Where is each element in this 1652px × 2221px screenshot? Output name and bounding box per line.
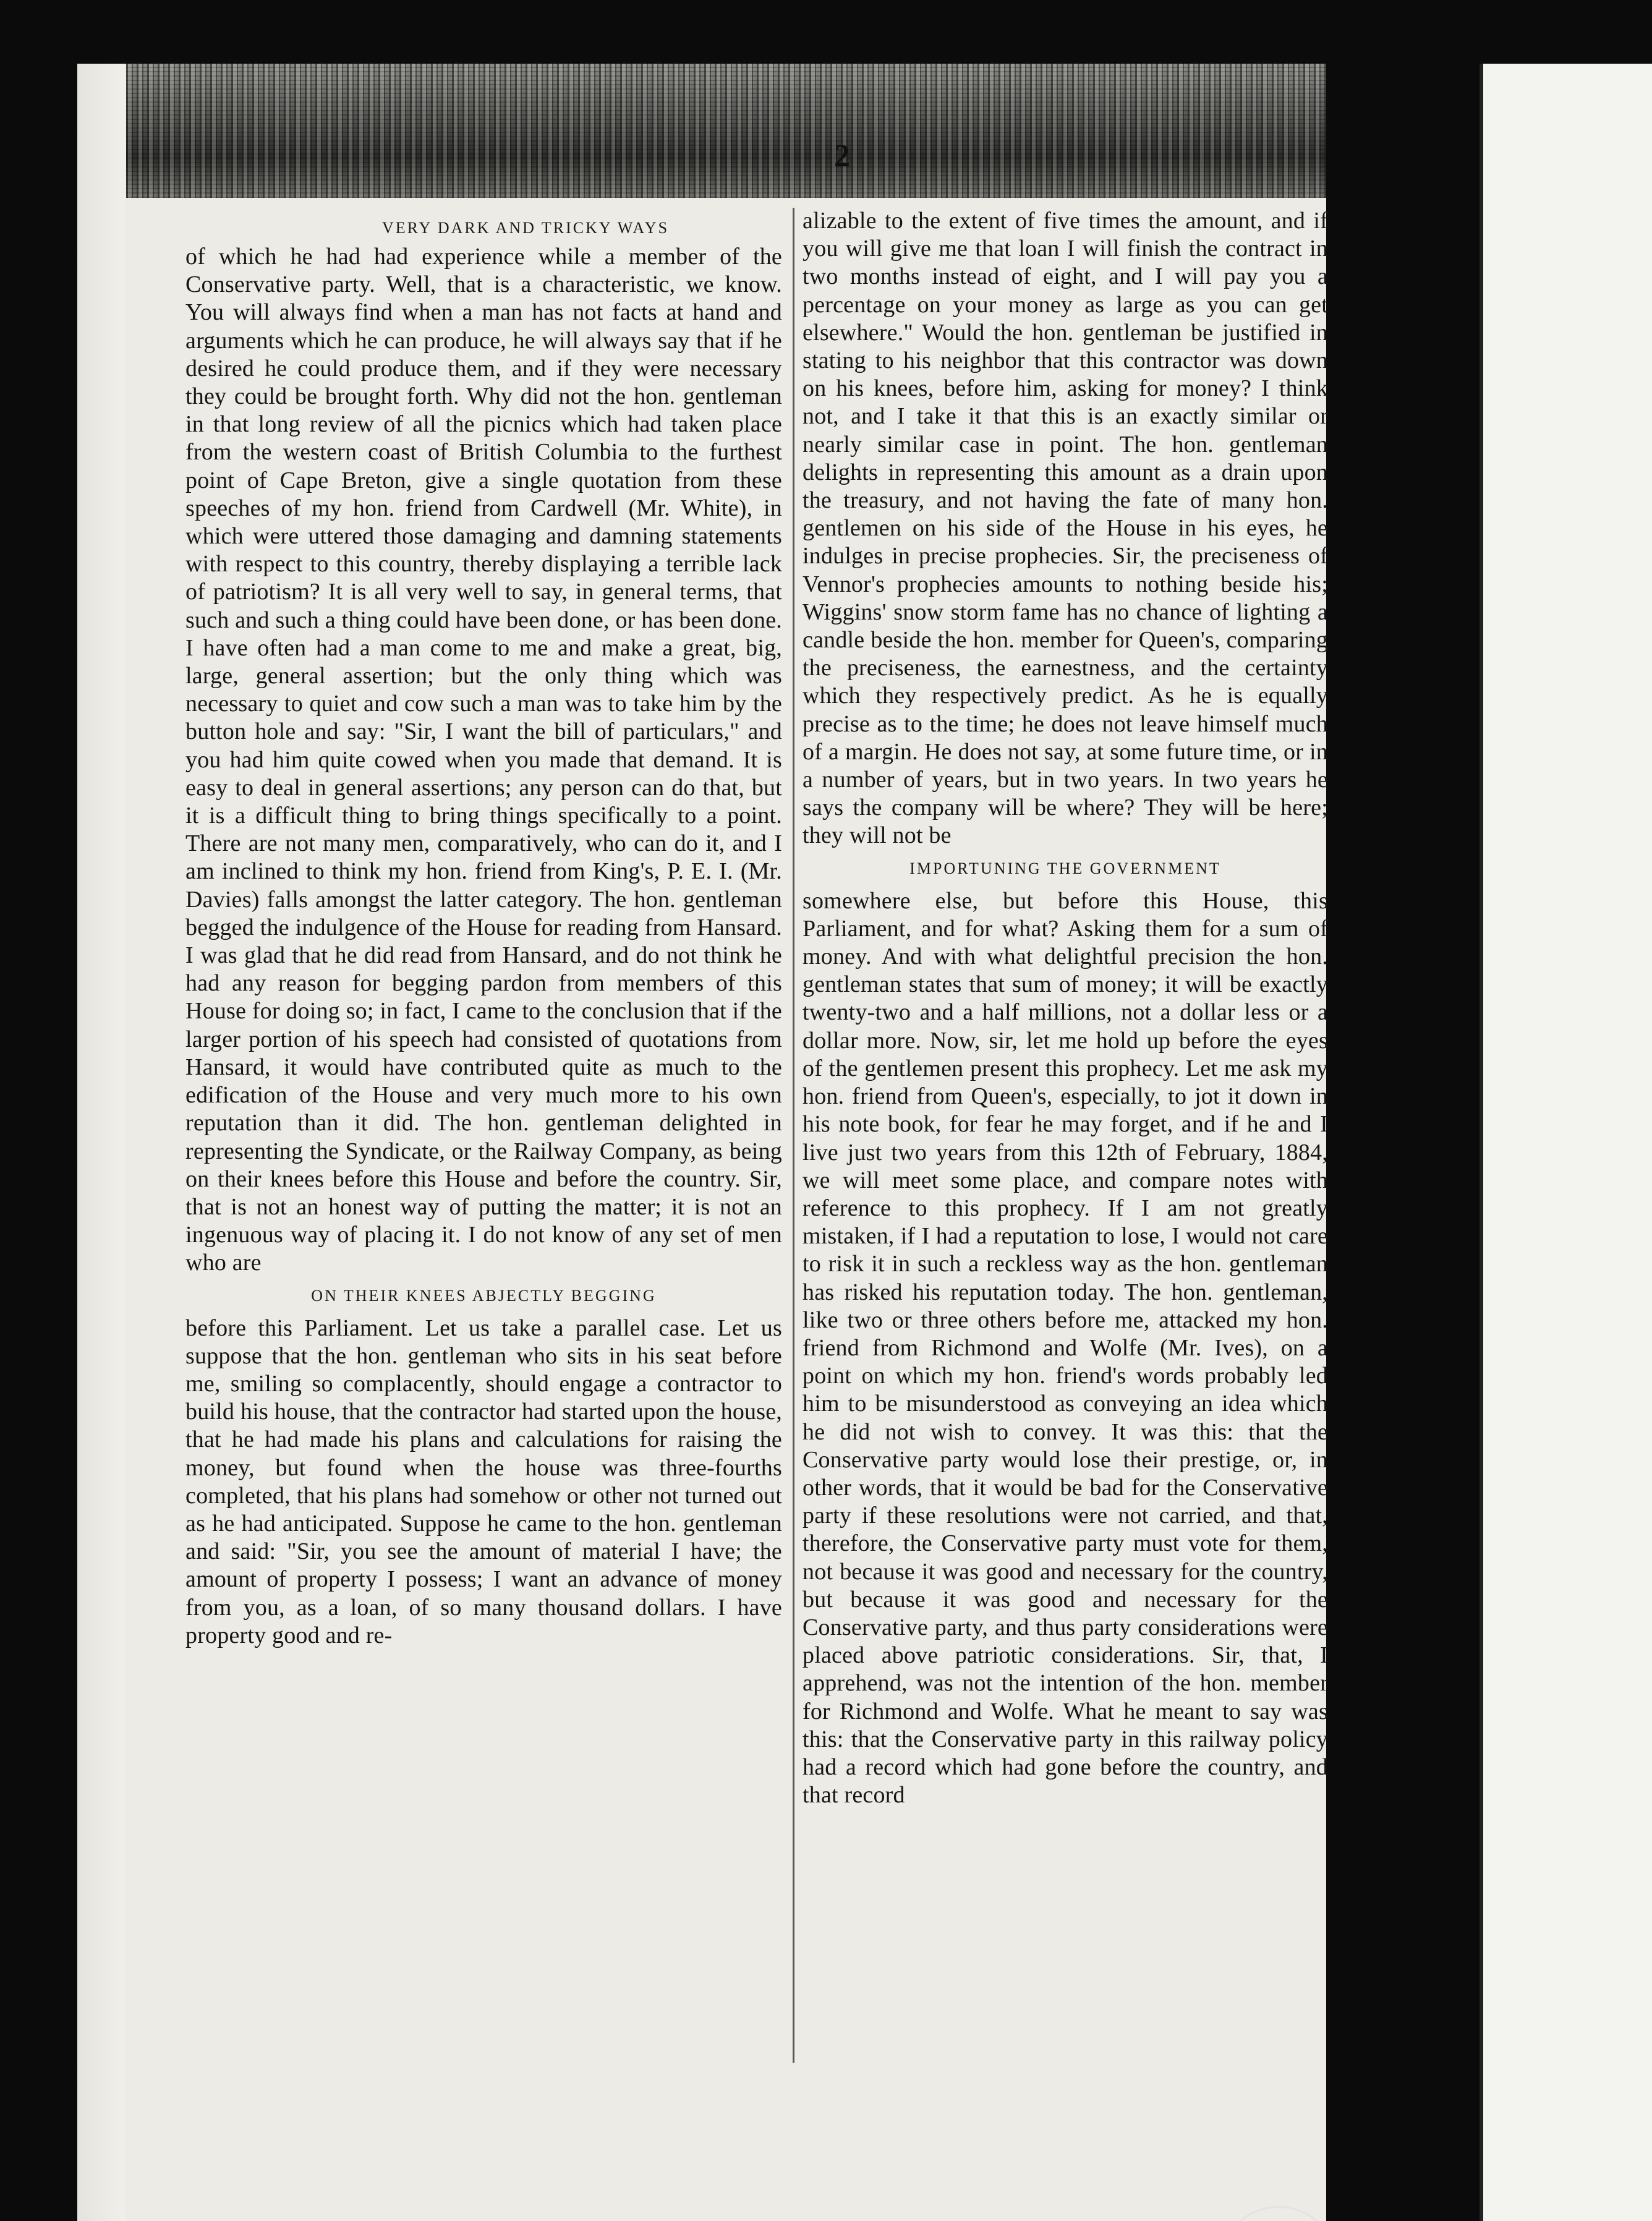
scan-artifact: [1230, 2206, 1326, 2221]
right-paragraph-2: somewhere else, but before this House, this Parliament, and for what? Asking them for a sum of money. And with what delightful precision the hon. gentleman states that sum of money; it will be exactly twenty-two and a half millions, not a dollar less or a dollar more. Now, sir, let me hold up before the eyes of the gentlemen present this prophecy. Let me ask my hon. friend from Queen's, especially, to jot it down in his note book, for fear he may forget, and if he and I live just two years from this 12th of February, 1884, we will meet some place, and compare notes with reference to this prophecy. If I am not greatly mistaken, if I had a reputation to lose, I would not care to risk it in such a reckless way as the hon. gentleman has risked his reputation today. The hon. gentleman, like two or three others before me, attacked my hon. friend from Richmond and Wolfe (Mr. Ives), on a point on which my hon. friend's words probably led him to be misunderstood as conveying an idea which he did not wish to convey. It was this: that the Conservative party would lose their prestige, or, in other words, that it would be bad for the Conservative party if these resolutions were not carried, and that, therefore, the Conservative party must vote for them, not because it was good and necessary for the country, but because it was good and necessary for the Conservative party, and thus party considerations were placed above patriotic considerations. Sir, that, I apprehend, was not the intention of the hon. member for Richmond and Wolfe. What he meant to say was this: that the Conservative party in this railway policy had a record which had gone before the country, and that record: [803, 887, 1328, 1809]
page-number: 2: [834, 139, 850, 174]
left-paragraph-1: of which he had had experience while a member of the Conservative party. Well, that is a characteristic, we know. You will always find when a man has not facts at hand and arguments which he can produce, he will always say that if he desired he could produce them, and if they were necessary they could be brought forth. Why did not the hon. gentleman in that long review of all the picnics which had taken place from the western coast of British Columbia to the furthest point of Cape Breton, give a single quotation from these speeches of my hon. friend from Cardwell (Mr. White), in which were uttered those damaging and damning statements with respect to this country, thereby displaying a terrible lack of patriotism? It is all very well to say, in general terms, that such and such a thing could have been done, or has been done. I have often had a man come to me and make a great, big, large, general assertion; but the only thing which was necessary to quiet and cow such a man was to take him by the button hole and say: "Sir, I want the bill of particulars," and you had him quite cowed when you made that demand. It is easy to deal in general assertions; any person can do that, but it is a difficult thing to bring things specifically to a point. There are not many men, comparatively, who can do it, and I am inclined to think my hon. friend from King's, P. E. I. (Mr. Davies) falls amongst the latter category. The hon. gentleman begged the indulgence of the House for reading from Hansard. I was glad that he did read from Hansard, and do not think he had any reason for begging pardon from members of this House for doing so; in fact, I came to the conclusion that if the larger portion of his speech had consisted of quotations from Hansard, it would have contributed quite as much to the edification of the House and very much more to his own reputation than it did. The hon. gentleman delighted in representing the Syndicate, or the Railway Company, as being on their knees before this House and before the country. Sir, that is not an honest way of putting the matter; it is not an ingenuous way of placing it. I do not know of any set of men who are: [185, 244, 782, 1276]
heading-top: VERY DARK AND TRICKY WAYS: [381, 219, 670, 237]
left-paragraph-2: before this Parliament. Let us take a parallel case. Let us suppose that the hon. gentleman who sits in his seat before me, smiling so complacently, should engage a contractor to build his house, that the contractor had started upon the house, that he had made his plans and calculations for raising the money, but found when the house was three-fourths completed, that his plans had somehow or other not turned out as he had anticipated. Suppose he came to the hon. gentleman and said: "Sir, you see the amount of material I have; the amount of property I possess; I want an advance of money from you, as a loan, of so many thousand dollars. I have property good and re-: [185, 1315, 782, 1648]
left-margin: [77, 64, 126, 2221]
right-paragraph-1: alizable to the extent of five times the amount, and if you will give me that loan I will finish the contract in two months instead of eight, and I will pay you a percentage on your money as large as you can get elsewhere." Would the hon. gentleman be justified in stating to his neighbor that this contractor was down on his knees, before him, asking for money? I think not, and I take it that this is an exactly similar or nearly similar case in point. The hon. gentleman delights in representing this amount as a drain upon the treasury, and not having the fate of many hon. gentlemen on his side of the House in his eyes, he indulges in precise prophecies. Sir, the preciseness of Vennor's prophecies amounts to nothing beside his; Wiggins' snow storm fame has no chance of lighting a candle beside the hon. member for Queen's, comparing the preciseness, the earnestness, and the certainty which they respectively predict. As he is equally precise as to the time; he does not leave himself much of a margin. He does not say, at some future time, or in a number of years, but in two years. In two years he says the company will be where? They will be here; they will not be: [803, 208, 1328, 849]
right-column: [803, 207, 1328, 1809]
header-band: [126, 64, 1326, 198]
left-column: [185, 213, 782, 1650]
adjacent-page-edge: [1480, 64, 1652, 2221]
heading-middle-left: ON THEIR KNEES ABJECTLY BEGGING: [311, 1286, 657, 1305]
column-divider: [793, 208, 794, 2063]
heading-middle-right: IMPORTUNING THE GOVERNMENT: [909, 859, 1221, 877]
